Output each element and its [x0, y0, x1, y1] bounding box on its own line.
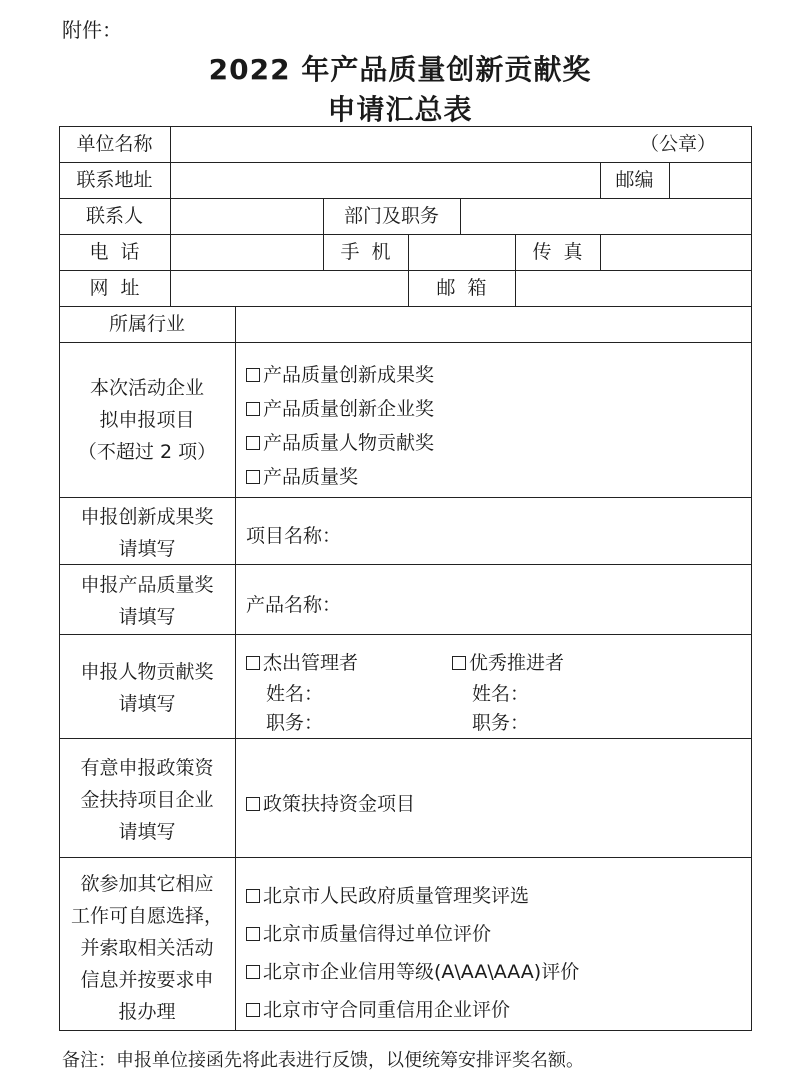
label-line: 工作可自愿选择， — [70, 905, 223, 927]
quality-section-label — [59, 569, 235, 633]
mobile-input[interactable] — [410, 238, 514, 266]
label-line: 报办理 — [118, 1001, 176, 1023]
award-option-innovation-enterprise[interactable] — [246, 394, 434, 421]
person-section-label — [59, 656, 235, 720]
label-line: 请填写 — [118, 606, 176, 628]
row-divider — [59, 306, 752, 307]
option-excellent-promoter[interactable] — [452, 648, 564, 675]
row-divider — [59, 634, 752, 635]
email-input[interactable] — [517, 274, 751, 302]
option-quality-trust-unit[interactable] — [246, 919, 491, 946]
label-line: 请填写 — [118, 821, 176, 843]
option-label: 北京市质量信得过单位评价 — [263, 923, 492, 945]
label-line: （不超过 2 项） — [77, 441, 217, 463]
option-credit-rating[interactable] — [246, 957, 579, 984]
page-subtitle: 申请汇总表 — [327, 93, 473, 126]
footnote: 备注：申报单位接函先将此表进行反馈，以便统筹安排评奖名额。 — [62, 1050, 584, 1071]
innovation-section-label — [59, 501, 235, 565]
checkbox[interactable] — [246, 797, 260, 811]
website-label: 网 址 — [89, 277, 140, 299]
option-govt-quality-award[interactable] — [246, 881, 529, 908]
attachment-label: 附件： — [62, 18, 122, 42]
checkbox[interactable] — [246, 927, 260, 941]
option-label: 北京市守合同重信用企业评价 — [263, 999, 511, 1021]
checkbox[interactable] — [246, 656, 260, 670]
website-input[interactable] — [172, 274, 407, 302]
phone-label: 电 话 — [89, 241, 140, 263]
label-line: 请填写 — [118, 538, 176, 560]
checkbox[interactable] — [246, 965, 260, 979]
promoter-position-field[interactable]: 职务： — [472, 712, 530, 734]
checkbox[interactable] — [246, 1003, 260, 1017]
option-label: 产品质量人物贡献奖 — [263, 432, 435, 454]
option-label: 产品质量创新成果奖 — [263, 364, 435, 386]
industry-label: 所属行业 — [108, 313, 185, 335]
label-line: 并索取相关活动 — [80, 937, 214, 959]
promoter-name-field[interactable]: 姓名： — [472, 683, 530, 705]
email-label: 邮 箱 — [436, 277, 487, 299]
award-section-label — [59, 372, 235, 468]
award-option-quality[interactable] — [246, 462, 358, 489]
label-line: 欲参加其它相应 — [80, 873, 214, 895]
address-label: 联系地址 — [76, 169, 153, 191]
contact-input[interactable] — [172, 202, 322, 230]
industry-input[interactable] — [237, 310, 751, 338]
fax-input[interactable] — [602, 238, 751, 266]
label-line: 申报产品质量奖 — [80, 574, 214, 596]
checkbox[interactable] — [452, 656, 466, 670]
dept-position-input[interactable] — [462, 202, 751, 230]
column-divider — [460, 198, 461, 234]
fax-label: 传 真 — [532, 241, 583, 263]
mobile-label: 手 机 — [340, 241, 391, 263]
checkbox[interactable] — [246, 402, 260, 416]
label-line: 有意申报政策资 — [80, 757, 214, 779]
row-divider — [59, 198, 752, 199]
page-title: 2022 年产品质量创新贡献奖 — [208, 53, 592, 86]
label-line: 申报人物贡献奖 — [80, 661, 214, 683]
option-label: 北京市企业信用等级(A\AA\AAA)评价 — [263, 961, 580, 983]
other-section-label — [59, 868, 235, 1028]
option-label: 优秀推进者 — [469, 652, 565, 674]
manager-position-field[interactable]: 职务： — [266, 712, 324, 734]
checkbox[interactable] — [246, 436, 260, 450]
checkbox[interactable] — [246, 368, 260, 382]
row-divider — [59, 234, 752, 235]
row-divider — [59, 162, 752, 163]
label-line: 请填写 — [118, 693, 176, 715]
award-option-person-contribution[interactable] — [246, 428, 434, 455]
label-line: 拟申报项目 — [99, 409, 195, 431]
phone-input[interactable] — [172, 238, 322, 266]
project-name-field[interactable]: 项目名称： — [246, 525, 342, 547]
manager-name-field[interactable]: 姓名： — [266, 683, 324, 705]
option-label: 产品质量奖 — [263, 466, 359, 488]
row-divider — [59, 342, 752, 343]
product-name-field[interactable]: 产品名称： — [246, 594, 342, 616]
option-contract-credit[interactable] — [246, 995, 510, 1022]
option-label: 北京市人民政府质量管理奖评选 — [263, 885, 530, 907]
label-line: 金扶持项目企业 — [80, 789, 214, 811]
row-divider — [59, 857, 752, 858]
dept-position-label: 部门及职务 — [343, 205, 439, 227]
award-option-innovation-result[interactable] — [246, 360, 434, 387]
postcode-label: 邮编 — [615, 169, 654, 191]
option-policy-fund-project[interactable] — [246, 789, 415, 816]
label-line: 信息并按要求申 — [80, 969, 214, 991]
checkbox[interactable] — [246, 889, 260, 903]
column-divider — [600, 234, 601, 270]
seal-label: （公章） — [640, 133, 717, 155]
row-divider — [59, 738, 752, 739]
contact-label: 联系人 — [85, 205, 143, 227]
option-label: 杰出管理者 — [263, 652, 359, 674]
column-divider — [170, 126, 171, 306]
policy-section-label — [59, 752, 235, 848]
unit-name-label: 单位名称 — [76, 133, 153, 155]
column-divider — [669, 162, 670, 198]
option-outstanding-manager[interactable] — [246, 648, 358, 675]
option-label: 产品质量创新企业奖 — [263, 398, 435, 420]
address-input[interactable] — [172, 166, 598, 194]
label-line: 申报创新成果奖 — [80, 506, 214, 528]
postcode-input[interactable] — [671, 166, 751, 194]
label-line: 本次活动企业 — [89, 377, 204, 399]
option-label: 政策扶持资金项目 — [263, 793, 416, 815]
column-divider — [235, 306, 236, 1031]
checkbox[interactable] — [246, 470, 260, 484]
row-divider — [59, 270, 752, 271]
row-divider — [59, 497, 752, 498]
